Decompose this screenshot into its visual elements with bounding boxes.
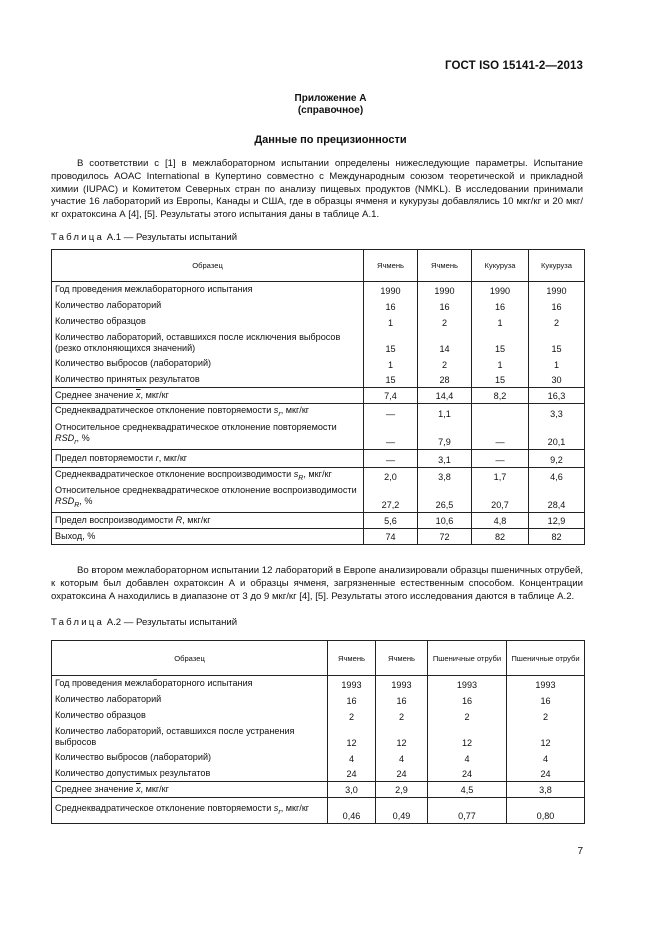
results-table-2 (51, 640, 585, 824)
row-label: Год проведения межлабораторного испытания (52, 282, 364, 298)
table-row (52, 298, 585, 314)
value-cell: 0,77 (428, 798, 507, 824)
table-row (52, 372, 585, 388)
value-cell: 15 (529, 330, 585, 356)
row-label: Количество образцов (52, 708, 328, 724)
value-cell: — (364, 449, 418, 467)
table2-caption: Таблица А.2 — Результаты испытаний (51, 617, 238, 628)
value-cell: 30 (529, 372, 585, 388)
value-cell: 15 (364, 372, 418, 388)
table-row (52, 750, 585, 766)
annex-subtitle: (справочное) (297, 105, 364, 116)
value-cell: 10,6 (418, 513, 472, 529)
row-label: Среднее значение $\overline{x}$, мкг/кг (52, 782, 328, 798)
value-cell: 12,9 (529, 513, 585, 529)
table-row (52, 356, 585, 372)
row-label: Относительное среднеквадратическое отклонение воспроизводимости $RSD_R$, % (52, 484, 364, 512)
page-number: 7 (577, 846, 583, 857)
row-label: Среднее значение $\overline{x}$, мкг/кг (52, 388, 364, 404)
column-header: Кукуруза (529, 250, 585, 282)
value-cell: 1993 (428, 676, 507, 692)
value-cell: 2 (376, 708, 428, 724)
table-row (52, 484, 585, 512)
value-cell: 5,6 (364, 513, 418, 529)
row-label: Среднеквадратическое отклонение повторяемости $s_r$, мкг/кг (52, 404, 364, 421)
value-cell: 82 (529, 529, 585, 545)
row-label: Количество лабораторий (52, 692, 328, 708)
section-title: Данные по прецизионности (254, 134, 407, 146)
value-cell: 1 (364, 314, 418, 330)
value-cell: 16 (364, 298, 418, 314)
value-cell: 12 (376, 724, 428, 750)
value-cell: 16 (418, 298, 472, 314)
value-cell: 1990 (364, 282, 418, 298)
value-cell: 2 (328, 708, 376, 724)
row-label: Предел повторяемости r, мкг/кг (52, 449, 364, 467)
value-cell: 0,49 (376, 798, 428, 824)
table-row (52, 513, 585, 529)
value-cell: 2 (529, 314, 585, 330)
value-cell: 0,80 (507, 798, 585, 824)
value-cell: 4 (507, 750, 585, 766)
value-cell: 8,2 (472, 388, 529, 404)
table-row (52, 282, 585, 298)
value-cell: 9,2 (529, 449, 585, 467)
value-cell: — (364, 404, 418, 421)
value-cell: 14 (418, 330, 472, 356)
value-cell: 24 (507, 766, 585, 782)
value-cell: 2,9 (376, 782, 428, 798)
paragraph-intro: В соответствии с [1] в межлабораторном испытании определены нижеследующие параметры. Испытание проводилось AOAC International в Купертино совместно с Международным союзом теоретической и прикладной химии (IUPAC) и Комитетом Северных стран по анализу пищевых продуктов (NMKL). В исследовании принимали участие 16 лабораторий из Европы, Канады и США, где в образцы ячменя и кукурузы добавлялись 10 мкг/кг и 20 мкг/кг охратоксина А [4], [5]. Результаты этого испытания даны в таблице А.1. (51, 158, 583, 221)
value-cell: 3,1 (418, 449, 472, 467)
value-cell: 12 (428, 724, 507, 750)
value-cell: — (364, 421, 418, 449)
value-cell: 2,0 (364, 467, 418, 484)
value-cell: 16 (428, 692, 507, 708)
table-row (52, 529, 585, 545)
value-cell: 15 (364, 330, 418, 356)
column-header: Образец (52, 250, 364, 282)
table-header-row (52, 641, 585, 676)
value-cell: 1990 (418, 282, 472, 298)
value-cell: 14,4 (418, 388, 472, 404)
value-cell: 0,46 (328, 798, 376, 824)
column-header: Ячмень (418, 250, 472, 282)
value-cell: 24 (428, 766, 507, 782)
column-header: Ячмень (364, 250, 418, 282)
table-row (52, 388, 585, 404)
value-cell: 1,1 (418, 404, 472, 421)
table-row (52, 421, 585, 449)
value-cell: 3,8 (507, 782, 585, 798)
value-cell: 15 (472, 330, 529, 356)
annex-title: Приложение А (294, 93, 367, 104)
column-header: Образец (52, 641, 328, 676)
value-cell: 28,4 (529, 484, 585, 512)
value-cell: 1,7 (472, 467, 529, 484)
value-cell: 4 (428, 750, 507, 766)
value-cell: 3,0 (328, 782, 376, 798)
column-header: Ячмень (376, 641, 428, 676)
row-label: Количество выбросов (лабораторий) (52, 750, 328, 766)
paragraph-second: Во втором межлабораторном испытании 12 лабораторий в Европе анализировали образцы пшеничных отрубей, к которым был добавлен охратоксин А и образцы ячменя, загрязненные естественным способом. Концентрации охратоксина А находились в диапазоне от 3 до 9 мкг/кг [4], [5]. Результаты этого исследования даются в таблице А.2. (51, 565, 583, 602)
column-header: Пшеничные отруби (507, 641, 585, 676)
row-label: Предел воспроизводимости R, мкг/кг (52, 513, 364, 529)
value-cell: 16,3 (529, 388, 585, 404)
table-row (52, 766, 585, 782)
table-row (52, 676, 585, 692)
value-cell: 1990 (472, 282, 529, 298)
row-label: Количество образцов (52, 314, 364, 330)
value-cell: 24 (376, 766, 428, 782)
value-cell: 3,3 (529, 404, 585, 421)
value-cell: 16 (507, 692, 585, 708)
standard-header: ГОСТ ISO 15141-2—2013 (445, 60, 583, 72)
row-label: Выход, % (52, 529, 364, 545)
value-cell: 24 (328, 766, 376, 782)
value-cell: 1993 (328, 676, 376, 692)
value-cell: 15 (472, 372, 529, 388)
table-row (52, 314, 585, 330)
value-cell: 2 (507, 708, 585, 724)
value-cell: 2 (418, 356, 472, 372)
value-cell: 4 (376, 750, 428, 766)
value-cell: 16 (472, 298, 529, 314)
table-row (52, 798, 585, 824)
row-label: Количество лабораторий, оставшихся после исключения выбросов (резко отклоняющихся значений) (52, 330, 364, 356)
value-cell: 1 (364, 356, 418, 372)
table-header-row (52, 250, 585, 282)
table-row (52, 467, 585, 484)
value-cell: 2 (428, 708, 507, 724)
row-label: Среднеквадратическое отклонение повторяемости $s_r$, мкг/кг (52, 798, 328, 824)
column-header: Пшеничные отруби (428, 641, 507, 676)
table-row (52, 404, 585, 421)
value-cell: 1993 (376, 676, 428, 692)
value-cell: 20,1 (529, 421, 585, 449)
value-cell: 27,2 (364, 484, 418, 512)
value-cell: 7,9 (418, 421, 472, 449)
value-cell: 12 (507, 724, 585, 750)
value-cell: 28 (418, 372, 472, 388)
row-label: Количество выбросов (лабораторий) (52, 356, 364, 372)
value-cell: 4,8 (472, 513, 529, 529)
value-cell: 72 (418, 529, 472, 545)
column-header: Кукуруза (472, 250, 529, 282)
table-row (52, 692, 585, 708)
value-cell: 26,5 (418, 484, 472, 512)
table1-caption: Таблица А.1 — Результаты испытаний (51, 232, 238, 243)
value-cell: 1 (472, 356, 529, 372)
value-cell: 1990 (529, 282, 585, 298)
row-label: Относительное среднеквадратическое отклонение повторяемости $RSD_r$, % (52, 421, 364, 449)
value-cell: 12 (328, 724, 376, 750)
table-row (52, 330, 585, 356)
table-row (52, 449, 585, 467)
value-cell: — (472, 421, 529, 449)
value-cell: 20,7 (472, 484, 529, 512)
row-label: Количество лабораторий, оставшихся после устранения выбросов (52, 724, 328, 750)
value-cell: 16 (529, 298, 585, 314)
value-cell: 4 (328, 750, 376, 766)
value-cell: 3,8 (418, 467, 472, 484)
table-row (52, 724, 585, 750)
row-label: Количество принятых результатов (52, 372, 364, 388)
value-cell: 16 (328, 692, 376, 708)
value-cell: 7,4 (364, 388, 418, 404)
value-cell: 74 (364, 529, 418, 545)
value-cell: 2 (418, 314, 472, 330)
value-cell: 4,5 (428, 782, 507, 798)
row-label: Среднеквадратическое отклонение воспроизводимости $s_R$, мкг/кг (52, 467, 364, 484)
value-cell (472, 404, 529, 421)
table-row (52, 708, 585, 724)
column-header: Ячмень (328, 641, 376, 676)
row-label: Количество допустимых результатов (52, 766, 328, 782)
value-cell: 1993 (507, 676, 585, 692)
value-cell: 16 (376, 692, 428, 708)
value-cell: 4,6 (529, 467, 585, 484)
results-table-1 (51, 249, 585, 545)
value-cell: 1 (472, 314, 529, 330)
value-cell: — (472, 449, 529, 467)
table-row (52, 782, 585, 798)
value-cell: 82 (472, 529, 529, 545)
value-cell: 1 (529, 356, 585, 372)
row-label: Количество лабораторий (52, 298, 364, 314)
row-label: Год проведения межлабораторного испытания (52, 676, 328, 692)
